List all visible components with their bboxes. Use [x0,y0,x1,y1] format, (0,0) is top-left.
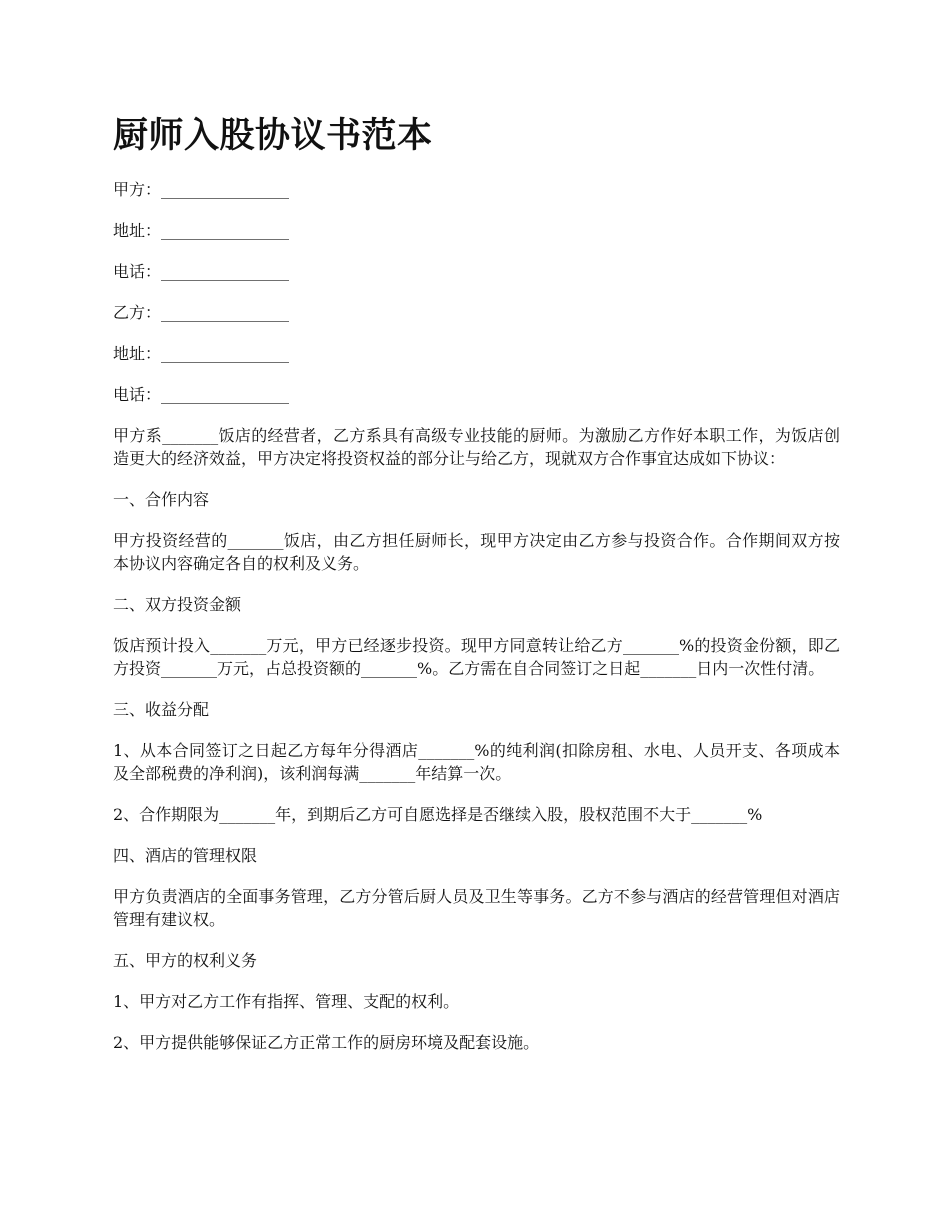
party-b-name-field: 乙方：________________ [113,303,290,322]
section-5-item-2: 2、甲方提供能够保证乙方正常工作的厨房环境及配套设施。 [113,1033,540,1052]
document-title: 厨师入股协议书范本 [113,116,433,156]
section-3-heading: 三、收益分配 [113,700,210,719]
section-1-body: 甲方投资经营的_______饭店，由乙方担任厨师长，现甲方决定由乙方参与投资合作。合作期间双方按本协议内容确定各自的权利及义务。 [113,531,840,573]
party-b-phone-field: 电话：________________ [113,385,290,404]
party-b-address-field: 地址：________________ [113,344,290,363]
party-a-name-field: 甲方：________________ [113,180,290,199]
section-3-item-1: 1、从本合同签订之日起乙方每年分得酒店_______%的纯利润(扣除房租、水电、人员开支、各项成本及全部税费的净利润)，该利润每满_______年结算一次。 [113,741,840,783]
party-a-phone-field: 电话：________________ [113,262,290,281]
section-2-heading: 二、双方投资金额 [113,595,242,614]
section-5-heading: 五、甲方的权利义务 [113,951,258,970]
section-5-item-1: 1、甲方对乙方工作有指挥、管理、支配的权利。 [113,992,460,1011]
section-4-body: 甲方负责酒店的全面事务管理，乙方分管后厨人员及卫生等事务。乙方不参与酒店的经营管理但对酒店管理有建议权。 [113,887,840,929]
section-4-heading: 四、酒店的管理权限 [113,846,258,865]
section-3-item-2: 2、合作期限为_______年，到期后乙方可自愿选择是否继续入股，股权范围不大于_______% [113,805,763,824]
section-2-body: 饭店预计投入_______万元，甲方已经逐步投资。现甲方同意转让给乙方_______%的投资金份额，即乙方投资_______万元，占总投资额的_______%。乙方需在自合同签订之日起_______日内一次性付清。 [113,636,840,678]
section-1-heading: 一、合作内容 [113,490,210,509]
party-a-address-field: 地址：________________ [113,221,290,240]
intro-paragraph: 甲方系_______饭店的经营者，乙方系具有高级专业技能的厨师。为激励乙方作好本职工作，为饭店创造更大的经济效益，甲方决定将投资权益的部分让与给乙方，现就双方合作事宜达成如下协议： [113,426,840,468]
document-page [113,112,840,1072]
